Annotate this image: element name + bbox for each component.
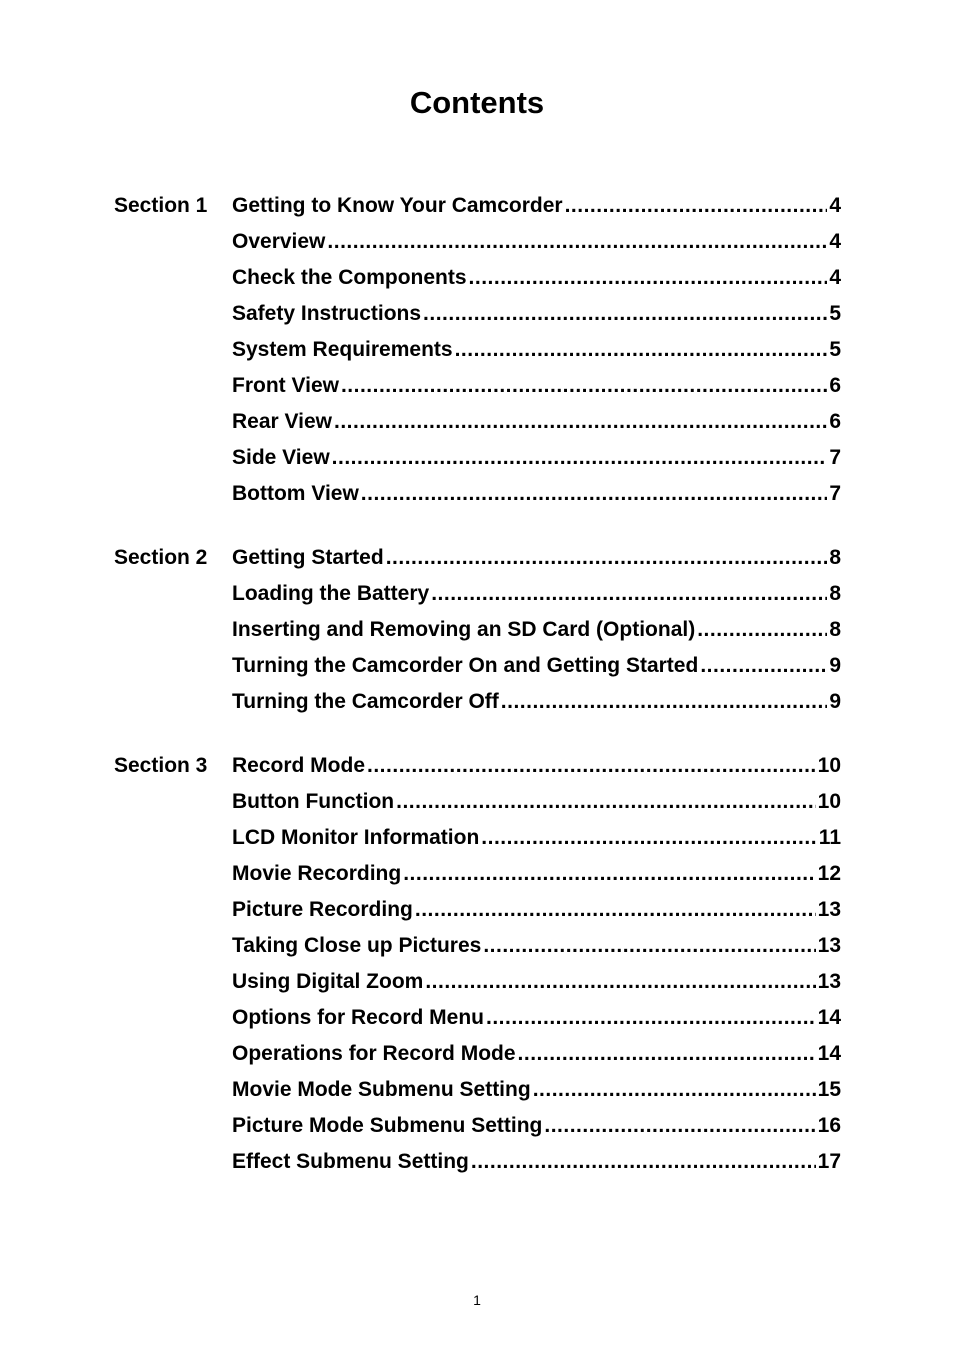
toc-entry[interactable] <box>232 784 841 820</box>
entry-title: Taking Close up Pictures <box>232 934 482 957</box>
dot-leader <box>700 648 827 684</box>
toc-entry[interactable] <box>232 928 841 964</box>
page-title: Contents <box>409 85 545 120</box>
dot-leader <box>455 332 828 368</box>
entry-page: 4 <box>829 266 841 289</box>
dot-leader <box>565 188 828 224</box>
entry-title: Picture Recording <box>232 898 413 921</box>
entry-page: 17 <box>817 1150 841 1173</box>
section-entries <box>232 748 841 1180</box>
entry-title: Movie Mode Submenu Setting <box>232 1078 531 1101</box>
toc-entry[interactable] <box>232 612 841 648</box>
entry-title: Getting Started <box>232 546 384 569</box>
dot-leader <box>431 576 827 612</box>
dot-leader <box>386 540 828 576</box>
entry-page: 5 <box>829 302 841 325</box>
entry-title: Loading the Battery <box>232 582 430 605</box>
dot-leader <box>501 684 828 720</box>
entry-page: 14 <box>817 1042 841 1065</box>
toc-entry[interactable] <box>232 1108 841 1144</box>
dot-leader <box>423 296 827 332</box>
dot-leader <box>518 1036 816 1072</box>
dot-leader <box>403 856 815 892</box>
entry-page: 9 <box>829 654 841 677</box>
toc-section-3 <box>114 748 841 1180</box>
toc-entry[interactable] <box>232 476 841 512</box>
entry-title: Turning the Camcorder On and Getting Started <box>232 654 699 677</box>
toc-section-1 <box>114 188 841 512</box>
entry-page: 14 <box>817 1006 841 1029</box>
toc-entry[interactable] <box>232 1000 841 1036</box>
entry-page: 11 <box>818 826 841 849</box>
entry-page: 7 <box>829 446 841 469</box>
toc-entry[interactable] <box>232 260 841 296</box>
toc-entry[interactable] <box>232 1072 841 1108</box>
entry-page: 6 <box>829 374 841 397</box>
section-label: Section 1 <box>114 194 208 217</box>
section-entries <box>232 188 841 512</box>
entry-title: Inserting and Removing an SD Card (Optional) <box>232 618 696 641</box>
toc-entry[interactable] <box>232 440 841 476</box>
entry-title: Effect Submenu Setting <box>232 1150 469 1173</box>
entry-title: Turning the Camcorder Off <box>232 690 499 713</box>
toc-entry[interactable] <box>232 820 841 856</box>
entry-page: 13 <box>817 898 841 921</box>
entry-page: 4 <box>829 194 841 217</box>
entry-title: Side View <box>232 446 330 469</box>
entry-title: System Requirements <box>232 338 453 361</box>
entry-title: Picture Mode Submenu Setting <box>232 1114 543 1137</box>
toc-entry[interactable] <box>232 856 841 892</box>
toc-entry[interactable] <box>232 188 841 224</box>
entry-title: Movie Recording <box>232 862 402 885</box>
dot-leader <box>341 368 827 404</box>
toc-entry[interactable] <box>232 368 841 404</box>
entry-title: Check the Components <box>232 266 467 289</box>
dot-leader <box>471 1144 816 1180</box>
entry-title: Rear View <box>232 410 333 433</box>
toc-entry[interactable] <box>232 648 841 684</box>
toc-entry[interactable] <box>232 892 841 928</box>
dot-leader <box>486 1000 816 1036</box>
toc-entry[interactable] <box>232 332 841 368</box>
toc-entry[interactable] <box>232 964 841 1000</box>
toc-entry[interactable] <box>232 404 841 440</box>
entry-title: LCD Monitor Information <box>232 826 480 849</box>
dot-leader <box>697 612 827 648</box>
entry-title: Button Function <box>232 790 395 813</box>
table-of-contents <box>114 188 841 1208</box>
entry-title: Overview <box>232 230 326 253</box>
toc-entry[interactable] <box>232 684 841 720</box>
entry-page: 13 <box>817 934 841 957</box>
toc-entry[interactable] <box>232 540 841 576</box>
entry-page: 12 <box>817 862 841 885</box>
dot-leader <box>469 260 828 296</box>
entry-page: 8 <box>829 546 841 569</box>
entry-title: Bottom View <box>232 482 359 505</box>
dot-leader <box>334 404 827 440</box>
dot-leader <box>367 748 816 784</box>
dot-leader <box>483 928 815 964</box>
dot-leader <box>332 440 828 476</box>
entry-title: Using Digital Zoom <box>232 970 424 993</box>
dot-leader <box>425 964 815 1000</box>
entry-page: 5 <box>829 338 841 361</box>
entry-page: 6 <box>829 410 841 433</box>
entry-page: 10 <box>817 754 841 777</box>
entry-title: Options for Record Menu <box>232 1006 484 1029</box>
entry-title: Front View <box>232 374 339 397</box>
dot-leader <box>533 1072 816 1108</box>
entry-title: Safety Instructions <box>232 302 422 325</box>
entry-page: 15 <box>817 1078 841 1101</box>
section-label: Section 3 <box>114 754 208 777</box>
toc-entry[interactable] <box>232 1036 841 1072</box>
section-entries <box>232 540 841 720</box>
toc-entry[interactable] <box>232 748 841 784</box>
entry-page: 13 <box>817 970 841 993</box>
dot-leader <box>327 224 827 260</box>
entry-title: Getting to Know Your Camcorder <box>232 194 563 217</box>
dot-leader <box>481 820 817 856</box>
entry-page: 9 <box>829 690 841 713</box>
dot-leader <box>396 784 816 820</box>
toc-entry[interactable] <box>232 1144 841 1180</box>
dot-leader <box>415 892 816 928</box>
entry-page: 16 <box>817 1114 841 1137</box>
section-label: Section 2 <box>114 546 208 569</box>
dot-leader <box>361 476 828 512</box>
entry-page: 10 <box>817 790 841 813</box>
toc-entry[interactable] <box>232 296 841 332</box>
entry-title: Record Mode <box>232 754 366 777</box>
entry-page: 8 <box>829 582 841 605</box>
toc-entry[interactable] <box>232 224 841 260</box>
toc-entry[interactable] <box>232 576 841 612</box>
entry-page: 4 <box>829 230 841 253</box>
entry-page: 7 <box>829 482 841 505</box>
page-number: 1 <box>473 1292 481 1308</box>
entry-page: 8 <box>829 618 841 641</box>
dot-leader <box>544 1108 815 1144</box>
toc-section-2 <box>114 540 841 720</box>
entry-title: Operations for Record Mode <box>232 1042 516 1065</box>
